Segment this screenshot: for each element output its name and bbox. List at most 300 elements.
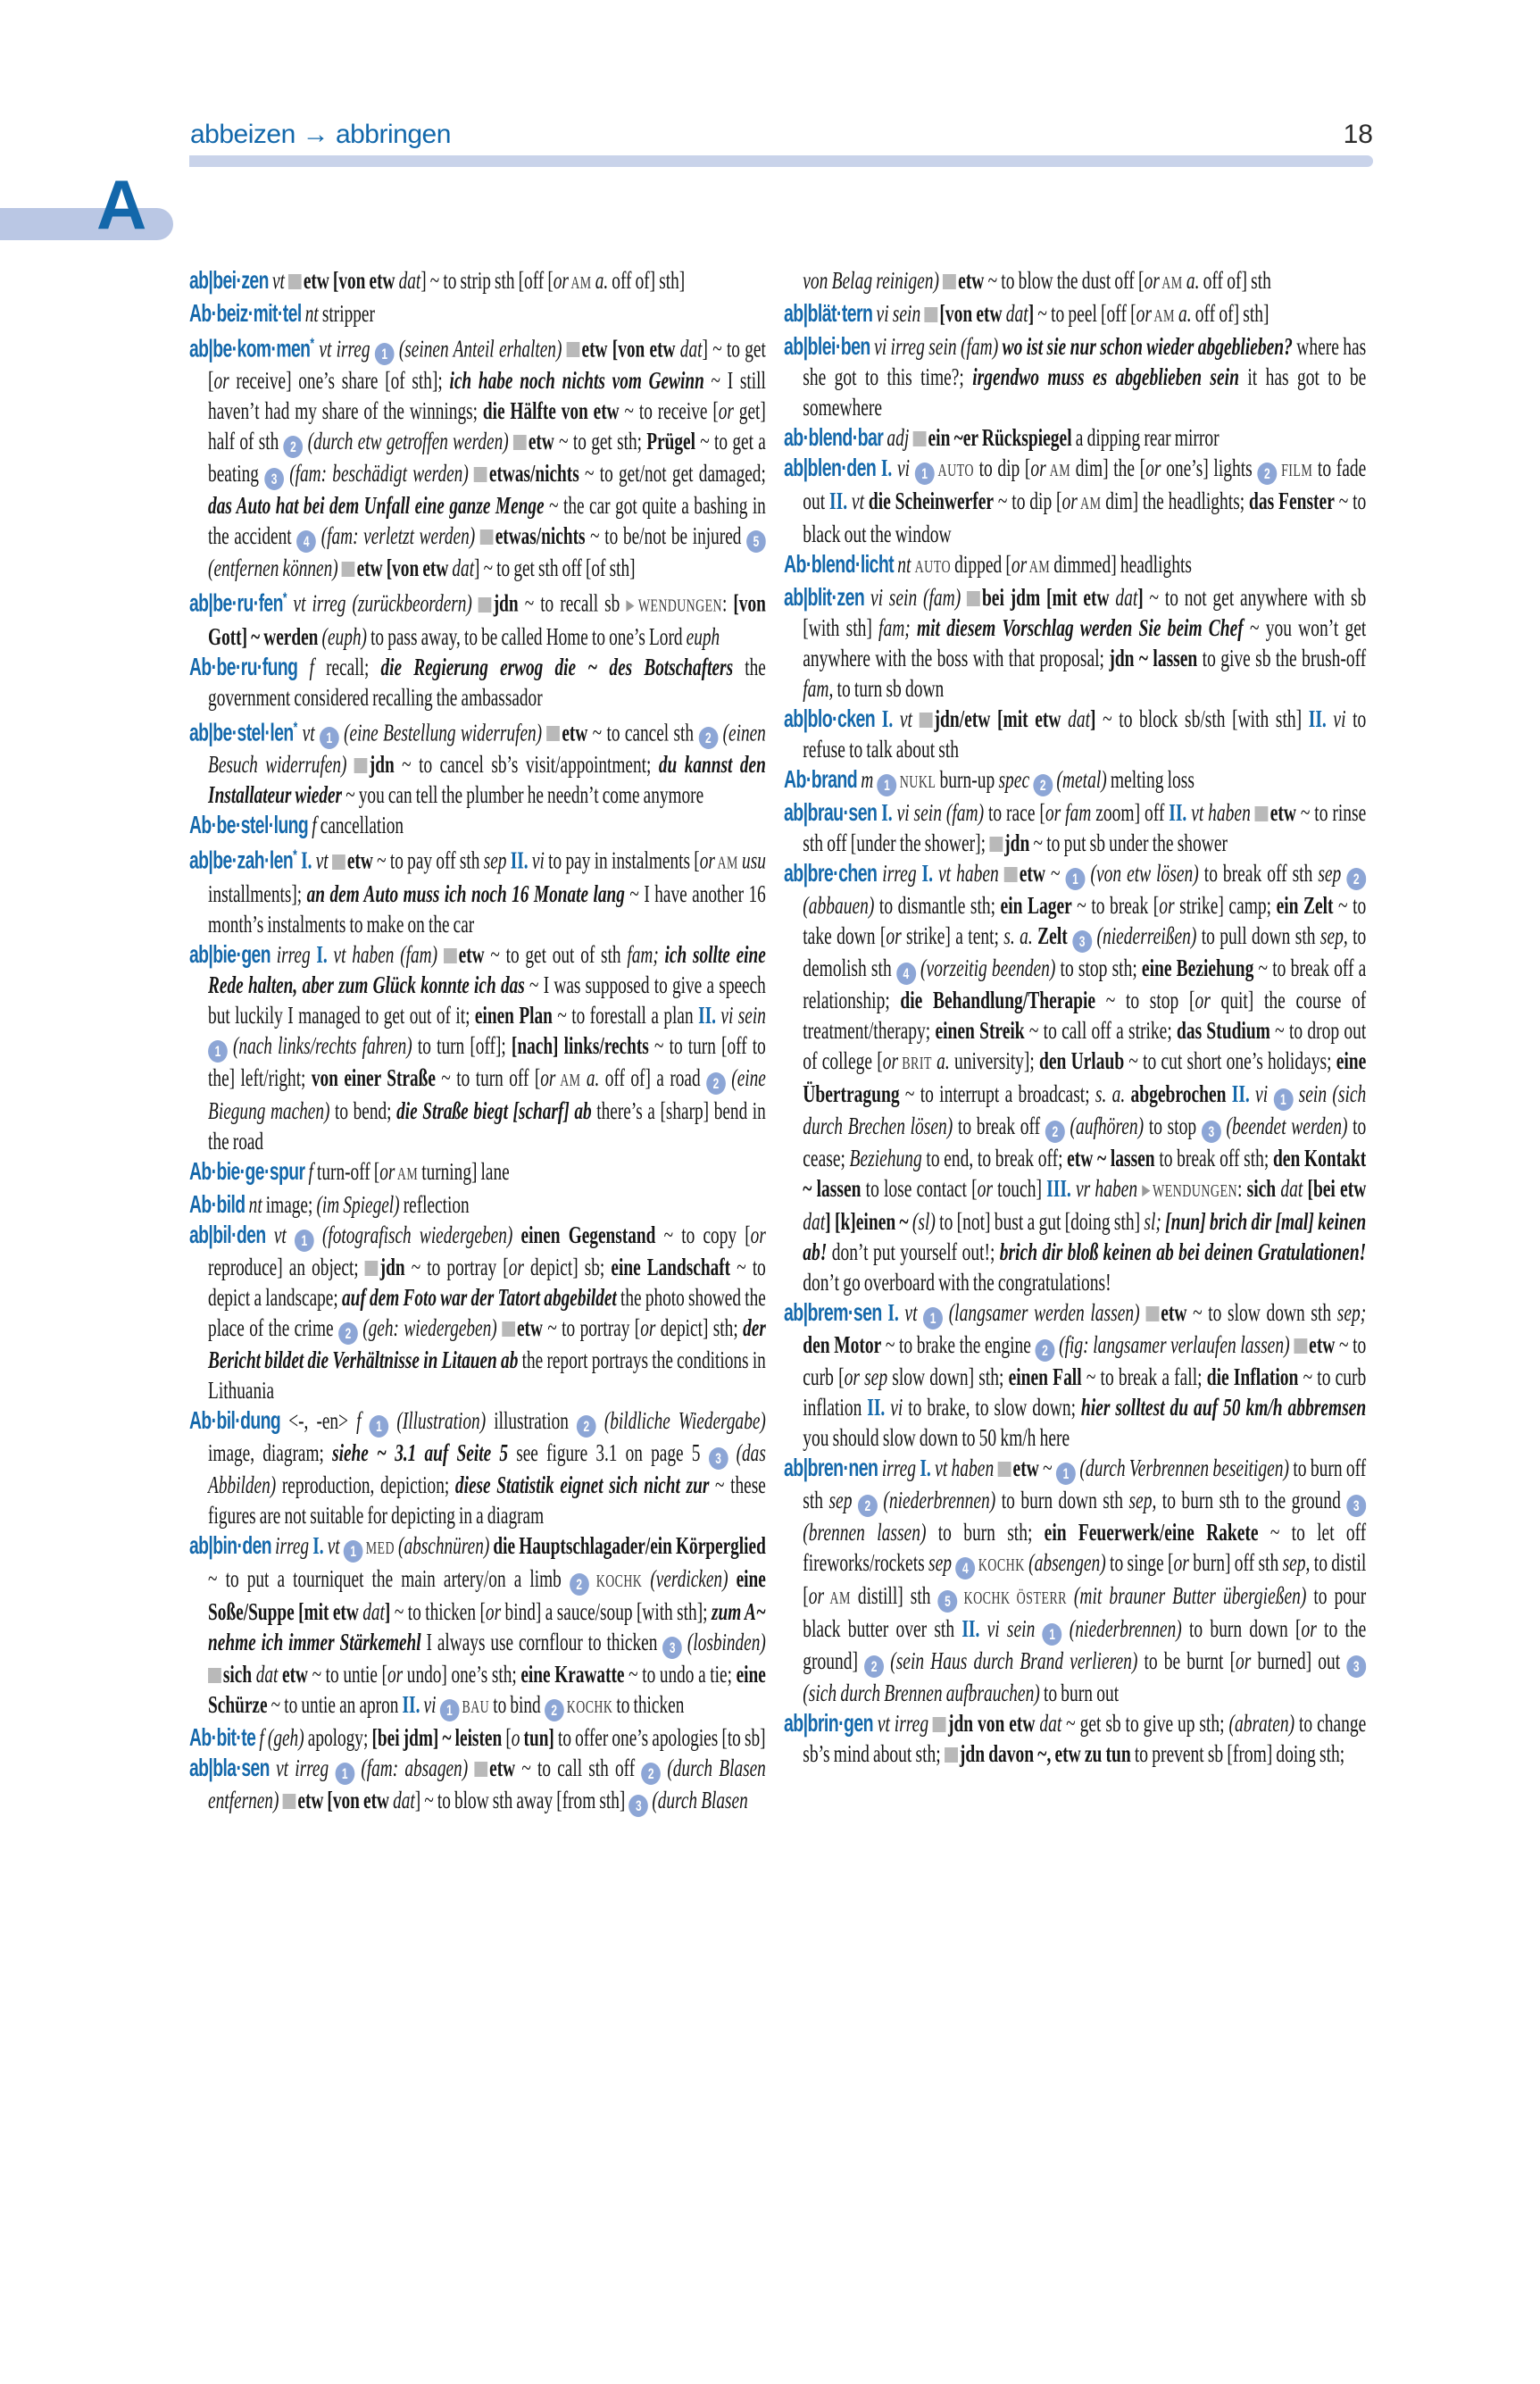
text-run: etw	[458, 939, 485, 968]
text-run: brich dir bloß keinen ab bei deinen Gratulationen!	[999, 1238, 1367, 1265]
text-run: vt	[899, 704, 920, 732]
sense-number-badge: 1	[295, 1230, 314, 1252]
text-run: ~ to blow the dust off [	[984, 266, 1145, 294]
dictionary-entry	[189, 1156, 766, 1189]
text-run: vt	[904, 1298, 924, 1326]
text-run: etw [von etw	[581, 334, 680, 363]
text-run: AM	[568, 273, 592, 293]
text-run: AM	[1045, 461, 1071, 480]
text-run: I.	[876, 454, 897, 481]
text-run: spec	[998, 765, 1034, 793]
text-run: II.	[961, 1614, 987, 1642]
text-run: (durch etw getroffen werden)	[303, 427, 514, 455]
text-run: (im Spiegel)	[316, 1189, 400, 1218]
text-run: you should slow down to 50 km/h here	[803, 1423, 1070, 1451]
text-run: einen Fall	[1008, 1363, 1082, 1390]
text-run: BAU	[459, 1696, 490, 1717]
text-run: dat	[393, 1785, 415, 1813]
sense-number-badge: 1	[1056, 1463, 1076, 1485]
collocation-square-icon	[283, 1794, 296, 1809]
text-run: I.	[921, 859, 939, 887]
dictionary-entry	[784, 797, 1366, 858]
headword: Ab·be·stel·lung	[189, 811, 309, 839]
text-run: f	[297, 652, 327, 680]
headword: ab|bren·nen	[784, 1454, 878, 1481]
text-run: vt irreg (zurückbeordern)	[287, 588, 479, 617]
text-run: strike] camp;	[1174, 891, 1277, 919]
text-run: den Urlaub	[1039, 1046, 1125, 1074]
page-header-range: abbeizen → abbringen	[190, 120, 451, 149]
text-run: ~ to put a tourniquet the main artery/on a limb	[208, 1563, 570, 1592]
sense-number-badge: 3	[628, 1795, 648, 1817]
sense-number-badge: 1	[344, 1540, 363, 1563]
text-run: ~	[1038, 1454, 1057, 1481]
text-run: ]	[1028, 299, 1035, 327]
text-run: siehe ~ 3.1 auf Seite 5	[332, 1438, 508, 1466]
sense-number-badge: 1	[208, 1040, 228, 1063]
text-run: (durch Verbrennen beseitigen)	[1076, 1454, 1289, 1481]
text-run: to burn down [	[1181, 1614, 1302, 1642]
sense-number-badge: 2	[1257, 463, 1277, 485]
text-run: I always use cornflour to thicken	[420, 1627, 663, 1655]
text-run: dat	[679, 334, 703, 363]
text-run: f (geh)	[255, 1722, 304, 1751]
headword: ab|bie·gen	[189, 939, 271, 968]
text-run: [von Gott] ~ werden	[208, 588, 766, 650]
text-run: sein (sich durch Brechen lösen)	[803, 1079, 1367, 1139]
column-left	[189, 265, 766, 2355]
sense-number-badge: 1	[923, 1307, 943, 1330]
text-run: eine Beziehung	[1141, 954, 1254, 981]
text-run: auf dem Foto war der Tatort abgebildet	[341, 1282, 617, 1311]
text-run: usu	[742, 846, 766, 874]
text-run: sep,	[1128, 1486, 1157, 1513]
dictionary-entry	[784, 331, 1366, 422]
text-run: [nun] brich dir [mal] keinen ab!	[803, 1207, 1367, 1265]
text-run: AUTO	[914, 557, 952, 577]
text-run: ~ these figures are not suitable for depicting in a diagram	[208, 1470, 766, 1529]
text-run: Prügel	[646, 427, 695, 455]
text-run: zum A~ nehme ich immer Stärkemehl	[208, 1596, 766, 1655]
text-run: fam;	[627, 939, 665, 968]
text-run: vi sein	[720, 1000, 766, 1029]
text-run: vi	[1333, 704, 1346, 732]
text-run: to demolish sth	[803, 921, 1367, 981]
headword: Ab·bit·te	[189, 1722, 256, 1751]
sense-number-badge: 3	[1346, 1495, 1366, 1517]
text-run: (metal)	[1053, 765, 1107, 793]
phrases-triangle-icon: ▶	[626, 596, 637, 613]
text-run: fam;	[878, 613, 917, 641]
text-run: ich sollte eine Rede halten, aber zum Glück konnte ich das	[208, 939, 766, 998]
text-run: to brake, to slow down;	[903, 1393, 1081, 1421]
text-run: etw	[1019, 859, 1045, 887]
text-run: tun]	[523, 1722, 554, 1751]
text-run: ]	[384, 1596, 391, 1625]
dictionary-entry	[784, 858, 1366, 1297]
text-run: receive] one’s share [of sth];	[229, 366, 450, 395]
text-run: WENDUNGEN	[637, 596, 722, 616]
text-run: eine Landschaft	[611, 1252, 731, 1280]
text-run: ich habe noch nichts vom Gewinn	[449, 366, 704, 395]
text-run: or	[886, 921, 902, 949]
text-run: vt haben	[1191, 798, 1255, 826]
headword: Ab·brand	[784, 765, 858, 793]
text-run: dat	[398, 266, 421, 294]
text-run: to distil [	[803, 1548, 1367, 1609]
headword: ab|be·ru·fen	[189, 588, 283, 617]
sense-number-badge: 2	[1036, 1339, 1055, 1362]
text-run: to burn out	[1039, 1679, 1120, 1706]
text-run: (geh: wiedergeben)	[357, 1313, 503, 1341]
text-run: reproduction, depiction;	[276, 1470, 455, 1498]
text-run: or	[1159, 891, 1175, 919]
text-run: ~ to peel [off [	[1034, 299, 1136, 327]
text-run: vt irreg	[872, 1709, 933, 1737]
text-run: or sep	[844, 1363, 888, 1390]
text-run: den Kontakt ~ lassen	[803, 1144, 1367, 1202]
text-run: ~ to untie [	[307, 1659, 387, 1688]
text-run: (abbauen)	[803, 891, 875, 919]
text-run: irreg	[877, 859, 922, 887]
sense-number-badge: 5	[746, 530, 766, 553]
text-run: ~ to copy [	[655, 1220, 751, 1248]
dictionary-entry	[189, 298, 766, 329]
sense-number-badge: 3	[1072, 930, 1092, 953]
text-run: euph	[686, 621, 720, 650]
text-run: ~ I was supposed to give a speech but luckily I managed to get out of it;	[208, 970, 766, 1029]
text-run: ~ to cancel sth	[587, 718, 699, 746]
text-run: (langsamer werden lassen)	[943, 1298, 1146, 1326]
collocation-square-icon	[365, 1261, 379, 1276]
text-run: or	[1011, 550, 1028, 578]
text-run: I.	[312, 1530, 328, 1559]
text-run: von einer Straße	[311, 1063, 436, 1091]
text-run: II.	[867, 1393, 891, 1421]
collocation-square-icon	[945, 1747, 958, 1763]
text-run: :	[721, 588, 734, 617]
sense-number-badge: 1	[878, 774, 897, 796]
text-run: (mit brauner Butter übergießen)	[1066, 1581, 1307, 1609]
text-run	[1068, 921, 1072, 949]
collocation-square-icon	[480, 529, 494, 545]
text-run: abgebrochen	[1130, 1079, 1227, 1107]
text-run: (fam: absagen)	[354, 1753, 475, 1781]
text-run: etw	[489, 1753, 516, 1781]
sense-number-badge: 1	[335, 1763, 354, 1785]
collocation-square-icon	[924, 307, 937, 322]
dictionary-entry	[784, 704, 1366, 764]
text-run: (verdicken)	[642, 1563, 737, 1592]
text-run: die Scheinwerfer	[868, 487, 995, 514]
text-run: die Hälfte von etw	[482, 396, 620, 425]
text-run: die Straße biegt [scharf] ab	[396, 1096, 592, 1124]
text-run: (entfernen können)	[208, 554, 342, 582]
text-run: I.	[920, 1454, 936, 1481]
text-run: ]	[1090, 704, 1096, 732]
dictionary-entry	[189, 1530, 766, 1722]
text-run: <-, -en>	[280, 1405, 357, 1434]
text-run: jdn	[379, 1252, 405, 1280]
collocation-square-icon	[474, 1762, 487, 1777]
text-run: the photo showed the place of the crime	[208, 1282, 766, 1341]
text-run: (Illustration)	[388, 1405, 487, 1434]
text-run: ] ~ to get sth off [of sth]	[474, 554, 636, 582]
text-run: FILM	[1277, 461, 1313, 480]
text-run: irreg	[271, 1530, 313, 1559]
headword: Ab·be·ru·fung	[189, 652, 298, 680]
text-run: WENDUNGEN	[1153, 1181, 1237, 1201]
collocation-square-icon	[546, 726, 560, 741]
text-run: NUKL	[896, 772, 936, 792]
sense-number-badge: 2	[1346, 868, 1366, 890]
text-run: dat	[255, 1659, 279, 1688]
text-run: *	[310, 335, 315, 352]
headword: ab|brau·sen	[784, 798, 878, 826]
text-run: or	[387, 1659, 404, 1688]
headword: ab|bre·chen	[784, 859, 878, 887]
text-run: to offer one’s apologies [to sb]	[554, 1722, 766, 1751]
text-run: (euph)	[318, 621, 367, 650]
headword: Ab·bil·dung	[189, 1405, 281, 1434]
text-run: to dip [	[973, 454, 1031, 481]
dictionary-entry	[784, 549, 1366, 582]
text-run: sich	[222, 1659, 256, 1688]
text-run: sep	[1318, 859, 1347, 887]
sense-number-badge: 3	[264, 468, 284, 490]
text-run: vi	[1255, 1079, 1274, 1107]
sense-number-badge: 2	[570, 1573, 589, 1596]
text-run: to break off sth	[1198, 859, 1319, 887]
text-run: there’s a [sharp] bend in the road	[208, 1096, 766, 1154]
text-run: (durch Blasen entfernen)	[208, 1753, 766, 1813]
text-run: du kannst den Installateur wieder	[208, 750, 766, 809]
text-run: f	[308, 811, 320, 839]
text-run: AM	[1027, 557, 1051, 577]
text-run: vt	[315, 846, 332, 874]
text-run: to prevent sb [from] doing sth;	[1130, 1739, 1345, 1767]
text-run: ~ to receive [	[619, 396, 719, 425]
text-run: ~ to cut short one’s holidays;	[1124, 1046, 1336, 1074]
sense-number-badge: 1	[320, 727, 339, 749]
text-run: AM	[1077, 494, 1102, 513]
text-run: ~ to thicken [	[390, 1596, 486, 1625]
text-run: etw	[528, 427, 554, 455]
text-run: touch]	[992, 1174, 1047, 1202]
text-run: to burn sth;	[926, 1518, 1045, 1546]
text-run: etw	[958, 266, 985, 294]
header-underline-band	[189, 155, 1373, 167]
text-run: dat	[452, 554, 475, 582]
text-run: (eine Bestellung widerrufen)	[338, 718, 547, 746]
text-run: etw	[1012, 1454, 1039, 1481]
text-run: II.	[1169, 798, 1192, 826]
text-run: etw	[516, 1313, 543, 1341]
sense-number-badge: 2	[545, 1699, 564, 1721]
text-run: II.	[1231, 1079, 1256, 1107]
text-run: reflection	[399, 1189, 470, 1218]
headword: ab|blen·den	[784, 454, 877, 481]
text-run: (abschnüren)	[394, 1530, 494, 1559]
text-run: (losbinden)	[682, 1627, 766, 1655]
text-run: etw	[278, 1659, 308, 1688]
text-run: [von etw	[939, 299, 1006, 327]
text-run: turn-off [	[317, 1156, 380, 1185]
text-run: sich	[1246, 1174, 1281, 1202]
text-run: to pass away, to be called Home to one’s Lord	[366, 621, 687, 650]
sense-number-badge: 1	[440, 1699, 460, 1721]
text-run: dat	[1005, 299, 1028, 327]
text-run: (niederbrennen)	[1061, 1614, 1182, 1642]
text-run: (niederreißen)	[1092, 921, 1197, 949]
text-run: ~	[1045, 859, 1066, 887]
text-run: to cease;	[803, 1112, 1367, 1171]
text-run: s. a.	[1003, 921, 1038, 949]
collocation-square-icon	[967, 591, 980, 606]
text-run: jdn/etw [mit etw	[934, 704, 1069, 732]
entry-continuation	[784, 265, 1366, 298]
text-run: or	[750, 1220, 766, 1248]
headword: Ab·bild	[189, 1189, 246, 1218]
text-run: a.	[586, 1063, 600, 1091]
dictionary-entry	[189, 1189, 766, 1220]
text-run: dipped [	[951, 550, 1011, 578]
text-run: to break off	[953, 1112, 1045, 1139]
text-run: ~ to portray [	[542, 1313, 641, 1341]
text-run: off of] sth]	[1191, 299, 1269, 327]
text-run: ~ to curb inflation	[803, 1363, 1367, 1421]
text-run: vt irreg	[269, 1753, 336, 1781]
text-run: ~ to forestall a plan	[552, 1000, 699, 1029]
text-run: jdn ~ lassen	[1109, 644, 1198, 671]
text-run: etw [von etw	[356, 554, 453, 582]
text-run: das Auto hat bei dem Unfall eine ganze Menge	[208, 491, 545, 520]
text-run: *	[282, 589, 287, 607]
text-run: das Fenster	[1249, 487, 1335, 514]
text-run: ] ~ to strip sth [off [	[420, 266, 554, 294]
text-run: sep	[483, 846, 511, 874]
text-run: jdn	[493, 588, 519, 617]
text-run: vi irreg sein (fam)	[870, 332, 1003, 360]
text-run: hier solltest du auf 50 km/h abbremsen	[1080, 1393, 1367, 1421]
text-run: etwas/nichts	[495, 521, 586, 550]
text-run: don’t go overboard with the congratulations!	[803, 1268, 1111, 1296]
sense-number-badge: 2	[641, 1763, 661, 1785]
text-run: irreg	[878, 1454, 920, 1481]
text-run: sl;	[1144, 1207, 1166, 1235]
text-run: (sein Haus durch Brand verlieren)	[884, 1646, 1138, 1674]
text-run: II.	[1308, 704, 1334, 732]
text-run: [nach] links/rechts	[511, 1030, 649, 1059]
collocation-square-icon	[288, 274, 302, 289]
headword: ab|blei·ben	[784, 332, 870, 360]
text-run: etw	[1269, 798, 1296, 826]
text-run: to fade out	[803, 454, 1367, 514]
text-run: KOCHK	[563, 1696, 613, 1717]
text-run: a.	[595, 266, 609, 294]
text-run: or	[1301, 1614, 1317, 1642]
text-run: sep,	[1282, 1548, 1311, 1576]
text-run: to give sb the brush-off	[1197, 644, 1367, 671]
text-run: ~ the car got quite a bashing in the accident	[208, 491, 766, 550]
text-run: ~ to cancel sb’s visit/appointment;	[394, 750, 659, 779]
text-run: o	[511, 1722, 520, 1751]
text-run: apology;	[304, 1722, 372, 1751]
collocation-square-icon	[1145, 1306, 1159, 1321]
sense-number-badge: 1	[1043, 1623, 1062, 1646]
text-run: where has she got to this time?;	[803, 332, 1367, 390]
sense-number-badge: 2	[1033, 774, 1053, 796]
text-run: ~ you won’t get anywhere with the boss with that proposal;	[803, 613, 1367, 671]
text-run: strike] a tent;	[901, 921, 1004, 949]
text-run: eine Soße/Suppe [mit etw	[208, 1563, 766, 1625]
text-run: etw	[1309, 1330, 1336, 1358]
text-run: ~ to break [	[1071, 891, 1160, 919]
text-run: etw [von etw	[303, 266, 399, 294]
text-run: (brennen lassen)	[803, 1518, 927, 1546]
sense-number-badge: 2	[698, 727, 718, 749]
text-run: ~ to curb [	[803, 1330, 1367, 1390]
text-run: vt	[327, 1530, 344, 1559]
text-run: to pour black butter over sth	[803, 1581, 1367, 1642]
collocation-square-icon	[208, 1668, 221, 1683]
text-run: to change sb’s mind about sth;	[803, 1709, 1367, 1767]
sense-number-badge: 2	[858, 1495, 878, 1517]
text-run: ~ to portray [	[404, 1252, 509, 1280]
text-run: to break off sth;	[1154, 1144, 1273, 1171]
text-run: turning] lane	[418, 1156, 510, 1185]
text-run: ~ to rinse sth off [under the shower];	[803, 798, 1367, 856]
dictionary-entry	[189, 939, 766, 1156]
text-run: nt	[301, 299, 322, 327]
text-run: dat	[803, 1207, 826, 1235]
text-run: to singe [	[1105, 1548, 1174, 1576]
text-run: etwas/nichts	[488, 459, 579, 488]
text-run: ~ to let off fireworks/rockets	[803, 1518, 1367, 1576]
dictionary-entry	[784, 1708, 1366, 1769]
headword: ab|bei·zen	[189, 266, 269, 294]
text-run: to stop sth;	[1055, 954, 1142, 981]
text-run: der Bericht bildet die Verhältnisse in Litauen ab	[208, 1313, 766, 1373]
headword: ab|brin·gen	[784, 1709, 873, 1737]
text-run: [bei etw	[1303, 1174, 1367, 1202]
text-run: to refuse to talk about sth	[803, 704, 1367, 763]
dictionary-entry	[189, 1220, 766, 1405]
text-run: ein ~er Rückspiegel	[928, 423, 1072, 451]
text-run: ~ to break a fall;	[1081, 1363, 1207, 1390]
sense-number-badge: 2	[706, 1072, 726, 1095]
sense-number-badge: 1	[375, 343, 395, 365]
text-run: von Belag reinigen)	[803, 266, 944, 294]
text-run: or	[882, 1046, 899, 1074]
text-run: (niederbrennen)	[877, 1486, 996, 1513]
text-run: [	[502, 1722, 512, 1751]
text-run: AUTO	[934, 461, 974, 480]
text-run: etw	[1161, 1298, 1187, 1326]
text-run: (sich durch Brennen aufbrauchen)	[803, 1679, 1040, 1706]
headword: ab|blät·tern	[784, 299, 873, 327]
text-run: KOCHK	[975, 1555, 1025, 1575]
text-run: depict] sb;	[523, 1252, 612, 1280]
sense-number-badge: 1	[1065, 868, 1085, 890]
text-run: to race [	[984, 798, 1045, 826]
text-run: ~ to put sb under the shower	[1029, 829, 1228, 856]
text-run: vt	[268, 266, 289, 294]
text-run: a.	[1186, 266, 1200, 294]
text-run: Zelt	[1037, 921, 1068, 949]
collocation-square-icon	[567, 342, 580, 357]
text-run: vi sein	[872, 299, 925, 327]
